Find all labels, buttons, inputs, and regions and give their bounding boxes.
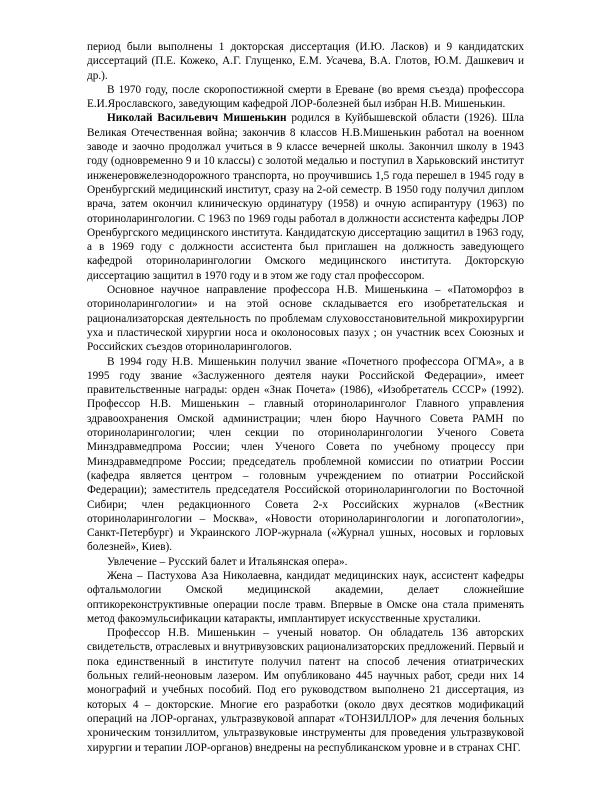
paragraph-4: Основное научное направление профессора Н.В. Мишенькина – «Патоморфоз в оториноларингологии» и на этой основе складывается его изобретательская и рационализаторская деятельность по проблемам слуховосстановительной микрохирургии уха и пластической хирургии носа и околоносовых пазух ; он участник всех Союзных и Российских съездов оториноларингологов.: [87, 284, 524, 354]
paragraph-6: Увлечение – Русский балет и Итальянская опера».: [107, 555, 348, 568]
person-name: Николай Васильевич Мишенькин: [107, 112, 287, 125]
paragraph-2: В 1970 году, после скоропостижной смерти в Ереване (во время съезда) профессора Е.И.Ярославского, заведующим кафедрой ЛОР-болезней был избран Н.В. Мишенькин.: [87, 83, 524, 111]
paragraph-3: Николай Васильевич Мишенькин родился в Куйбышевской области (1926). Шла Великая Отечественная война; закончив 8 классов Н.В.Мишенькин работал на военном заводе и заочно продолжал учиться в 9 классе вечерней школы. Закончил школу в 1943 году (одновременно 9 и 10 классы) с золотой медалью и поступил в Харьковский институт инженеровжелезнодорожного транспорта, но проучившись 1,5 года перешел в 1945 году в Оренбургский медицинский институт, сразу на 2-ой семестр. В 1950 году получил диплом врача, затем окончил клиническую ординатуру (1958) и очную аспирантуру (1963) по оториноларингологии. С 1963 по 1969 годы работал в должности ассистента кафедры ЛОР Оренбургского медицинского института. Кандидатскую диссертацию защитил в 1963 году, а в 1969 году с должности ассистента был приглашен на должность заведующего кафедрой оториноларингологии Омского медицинского института. Докторскую диссертацию защитил в 1970 году и в этом же году стал профессором.: [87, 112, 524, 282]
paragraph-8: Профессор Н.В. Мишенькин – ученый новатор. Он обладатель 136 авторских свидетельств, отраслевых и внутривузовских рационализаторских предложений. Первый и пока единственный в институте получил патент на способ лечения отиатрических больных гелий-неоновым лазером. Им опубликовано 445 научных работ, среди них 14 монографий и учебных пособий. Под его руководством выполнено 21 диссертация, из которых 4 – докторские. Многие его разработки (около двух десятков модификаций операций на ЛОР-органах, ультразвуковой аппарат «ТОНЗИЛЛОР» для лечения больных хроническим тонзиллитом, ультразвуковые инструменты для проведения ультразвуковой хирургии и терапии ЛОР-органов) внедрены на республиканском уровне и в странах СНГ.: [87, 627, 524, 754]
paragraph-5: В 1994 году Н.В. Мишенькин получил звание «Почетного профессора ОГМА», а в 1995 году звание «Заслуженного деятеля науки Российской Федерации», имеет правительственные награды: орден «Знак Почета» (1986), «Изобретатель СССР» (1992). Профессор Н.В. Мишенькин – главный оториноларинголог Главного управления здравоохранения Омской администрации; член бюро Научного Совета РАМН по оториноларингологии; член секции по оториноларингологии Ученого Совета Минздравмедпрома России; член Ученого Совета по учебному процессу при Минздравмедпроме России; председатель проблемной комиссии по отиатрии России (кафедра является центром – головным учреждением по отиатрии Российской Федерации); заместитель председателя Российской оториноларингологии по Восточной Сибири; член редакционного Совета 2-х Российских журналов («Вестник оториноларингологии – Москва», «Новости оториноларингологии и логопатологии», Санкт-Петербург) и Украинского ЛОР-журнала («Журнал ушных, носовых и горловых болезней», Киев).: [87, 355, 524, 554]
paragraph-7: Жена – Пастухова Аза Николаевна, кандидат медицинских наук, ассистент кафедры офтальмологии Омской медицинской академии, делает сложнейшие оптикореконструктивные операции после травм. Впервые в Омске она стала применять метод факоэмульсификации катаракты, имплантирует искусственные хрусталики.: [87, 569, 524, 625]
document-page: [87, 40, 524, 755]
paragraph-1: период были выполнены 1 докторская диссертация (И.Ю. Ласков) и 9 кандидатских диссертаций (П.Е. Кожеко, А.Г. Глущенко, Е.М. Усачева, В.А. Глотов, Ю.М. Дашкевич и др.).: [87, 41, 524, 82]
